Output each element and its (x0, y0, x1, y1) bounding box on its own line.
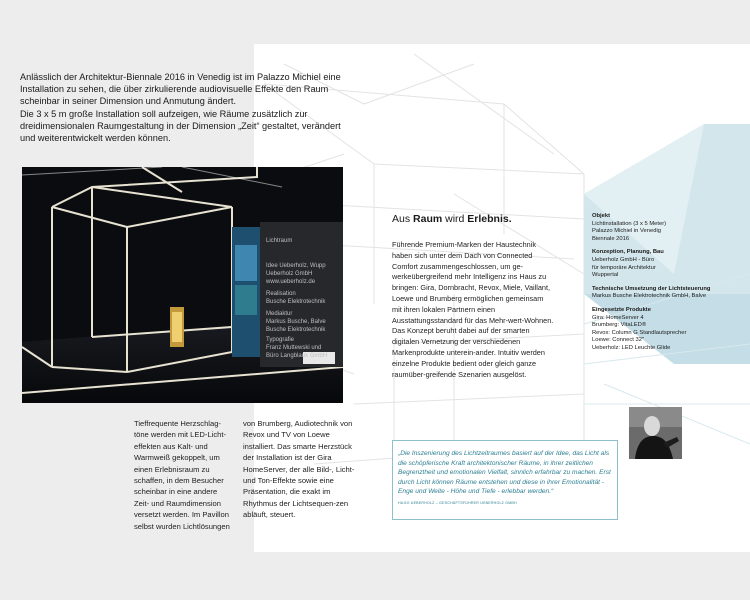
panel-text: Lichtraum (266, 238, 293, 244)
body-column-2: von Brumberg, Audiotechnik von Revox und TV von Loewe installiert. Das smarte Herzstück der Installation ist der Gira HomeServer, der alle Bild-, Licht- und Ton-Effekte sowie eine Präsentation, die exakt im Rhythmus der Lichtsequen-zen abläuft, steuert. (243, 419, 355, 520)
panel-text: Busche Elektrotechnik (266, 299, 326, 305)
panel-text: Franz Muttewski und (266, 345, 322, 351)
panel-text: Mediaktur (266, 311, 293, 317)
panel-text: Idee Ueberholz, Wupp (266, 263, 326, 269)
quote-text: „Die Inszenierung des Lichtzeitraumes basiert auf der Idee, das Licht als die schöpferische Kraft architektonischer Räume, in ihrer zeitlichen Begrenztheit und emotionalen Vielfalt, sinnlich erfahrbar zu machen. Erst durch Licht können Räume entstehen und diese in ihrer Emotionalität - Enge und Weite - Höhe und Tiefe - erlebbar werden.“ (398, 450, 611, 496)
quote-source: HUGO UEBERHOLZ – GESCHÄFTSFÜHRER UEBERHOLZ GMBH (398, 500, 517, 505)
quote-box (392, 440, 618, 520)
main-text: Führende Premium-Marken der Haustechnik haben sich unter dem Dach von Connected Comfort zusammengeschlossen, um ge-werkeübergreifend mehr Intelligenz ins Haus zu bringen: Gira, Dornbracht, Revox, Miele, Vaillant, Loewe und Brumberg ermöglichen gemeinsam mit ihren lokalen Partnern einen Ausstattungsstandard für das Mehr-wert-Wohnen. Das Konzept beruht dabei auf der smarten digitalen Vernetzung der verschiedenen Markenprodukte unterein-ander. Intuitiv werden einzelne Produkte bedient oder gleich ganze raumüber-greifende Szenarien ausgelöst. (392, 240, 554, 379)
panel-text: Typografie (266, 337, 295, 343)
facts-concept: Konzeption, Planung, Bau Ueberholz GmbH - Büro für temporäre Architektur Wuppertal (592, 249, 664, 279)
panel-text: Realisation (266, 291, 296, 297)
panel-text: www.ueberholz.de (266, 279, 316, 285)
panel-text: Busche Elektrotechnik (266, 327, 326, 333)
portrait-photo (629, 407, 682, 459)
section-heading: Aus Raum wird Erlebnis. (392, 213, 512, 225)
panel-text: Ueberholz GmbH (266, 271, 313, 277)
intro-paragraph: Die 3 x 5 m große Installation soll aufzeigen, wie Räume zusätzlich zur dreidimensionalen Raumgestaltung in der Dimension „Zeit“ gestaltet, verändert und weiterentwickelt werden können. (20, 108, 341, 144)
panel-text: Markus Busche, Balve (266, 319, 326, 325)
facts-technical: Technische Umsetzung der Lichtsteuerung Markus Busche Elektrotechnik GmbH, Balve (592, 285, 711, 300)
intro-text (20, 71, 350, 144)
intro-paragraph: Anlässlich der Architektur-Biennale 2016 in Venedig ist im Palazzo Michiel eine Installation zu sehen, die über zirkulierende audiovisuelle Effekte den Raum scheinbar in seiner Dimension und Anmutung ändert. (20, 72, 341, 107)
facts-object: Objekt Lichtinstallation (3 x 5 Meter) Palazzo Michiel in Venedig Biennale 2016 (592, 213, 667, 242)
installation-photo (22, 167, 343, 403)
facts-products: Eingesetzte Produkte Gira: HomeServer 4 Brumberg: VitaLED® Revox: Column G Standlautsprecher Loewe: Connect 32" Ueberholz: LED Leuchte Glide (592, 306, 687, 351)
panel-text: Büro Langblaux GmbH (266, 353, 328, 359)
body-column-1: Tieffrequente Herzschlag-töne werden mit LED-Licht-effekten aus Kalt- und Warmweiß gekoppelt, um einen Erlebnisraum zu schaffen, in dem Besucher scheinbar in eine andere Zeit- und Raumdimension versetzt werden. Im Pavillon selbst wurden Lichtlösungen (134, 419, 230, 531)
project-facts (592, 213, 722, 359)
